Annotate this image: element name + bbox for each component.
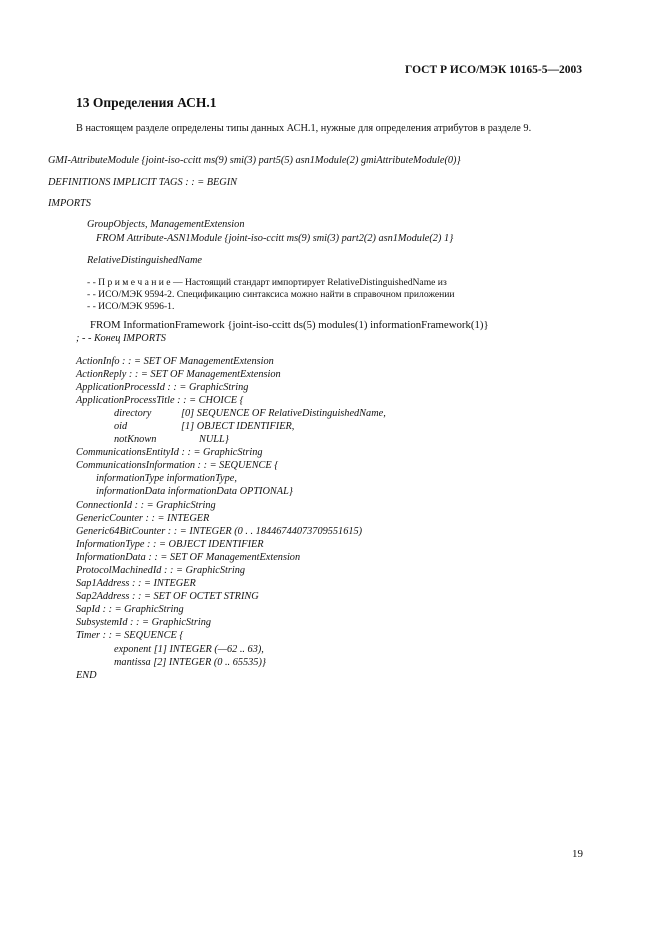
timer-exponent: exponent [1] INTEGER (—62 .. 63),: [114, 644, 264, 655]
def-protocol-machine-id: ProtocolMachinedId : : = GraphicString: [76, 565, 245, 576]
import-relative-distinguished-name: RelativeDistinguishedName: [87, 255, 202, 266]
note-line-3: - - ИСО/МЭК 9596-1.: [87, 301, 175, 312]
apt-directory-name: directory: [114, 408, 152, 419]
def-application-process-id: ApplicationProcessId : : = GraphicString: [76, 382, 249, 393]
def-action-info: ActionInfo : : = SET OF ManagementExtension: [76, 356, 274, 367]
end-imports-comment: ; - - Конец IMPORTS: [76, 333, 166, 344]
definitions-line: DEFINITIONS IMPLICIT TAGS : : = BEGIN: [48, 177, 238, 188]
timer-mantissa: mantissa [2] INTEGER (0 .. 65535)}: [114, 657, 266, 668]
section-title: 13 Определения АСН.1: [76, 95, 217, 110]
def-communications-information: CommunicationsInformation : : = SEQUENCE {: [76, 460, 279, 471]
page-number: 19: [572, 848, 583, 860]
note-line-1: - - П р и м е ч а н и е — Настоящий стандарт импортирует RelativeDistinguishedName из: [87, 277, 447, 288]
apt-notknown-type: NULL}: [199, 434, 229, 445]
def-generic64-counter: Generic64BitCounter : : = INTEGER (0 . . 18446744073709551615): [76, 526, 363, 537]
import-group-objects: GroupObjects, ManagementExtension: [87, 219, 245, 230]
def-application-process-title: ApplicationProcessTitle : : = CHOICE {: [76, 395, 244, 406]
apt-oid-name: oid: [114, 421, 128, 432]
def-sap-id: SapId : : = GraphicString: [76, 604, 184, 615]
apt-oid-type: [1] OBJECT IDENTIFIER,: [181, 421, 295, 432]
ci-information-type: informationType informationType,: [96, 473, 237, 484]
import-from-attribute-module: FROM Attribute-ASN1Module {joint-iso-ccitt ms(9) smi(3) part2(2) asn1Module(2) 1}: [96, 233, 454, 244]
module-header: GMI-AttributeModule {joint-iso-ccitt ms(9) smi(3) part5(5) asn1Module(2) gmiAttributeModule(0)}: [48, 155, 461, 166]
intro-paragraph: В настоящем разделе определены типы данных АСН.1, нужные для определения атрибутов в разделе 9.: [76, 123, 532, 134]
def-timer: Timer : : = SEQUENCE {: [76, 630, 184, 641]
def-generic-counter: GenericCounter : : = INTEGER: [76, 513, 210, 524]
def-sap1-address: Sap1Address : : = INTEGER: [76, 578, 196, 589]
def-information-type: InformationType : : = OBJECT IDENTIFIER: [76, 539, 264, 550]
apt-notknown-name: notKnown: [114, 434, 157, 445]
import-from-information-framework: FROM InformationFramework {joint-iso-ccitt ds(5) modules(1) informationFramework(1)}: [90, 319, 489, 331]
def-connection-id: ConnectionId : : = GraphicString: [76, 500, 216, 511]
standard-header: ГОСТ Р ИСО/МЭК 10165-5—2003: [405, 64, 582, 76]
apt-directory-type: [0] SEQUENCE OF RelativeDistinguishedName,: [181, 408, 386, 419]
end-keyword: END: [76, 670, 97, 681]
ci-information-data: informationData informationData OPTIONAL}: [96, 486, 293, 497]
def-information-data: InformationData : : = SET OF ManagementExtension: [76, 552, 301, 563]
note-line-2: - - ИСО/МЭК 9594-2. Спецификацию синтаксиса можно найти в справочном приложении: [87, 289, 455, 300]
def-subsystem-id: SubsystemId : : = GraphicString: [76, 617, 212, 628]
imports-keyword: IMPORTS: [48, 198, 91, 209]
def-sap2-address: Sap2Address : : = SET OF OCTET STRING: [76, 591, 259, 602]
def-action-reply: ActionReply : : = SET OF ManagementExtension: [76, 369, 281, 380]
def-communications-entity-id: CommunicationsEntityId : : = GraphicString: [76, 447, 263, 458]
